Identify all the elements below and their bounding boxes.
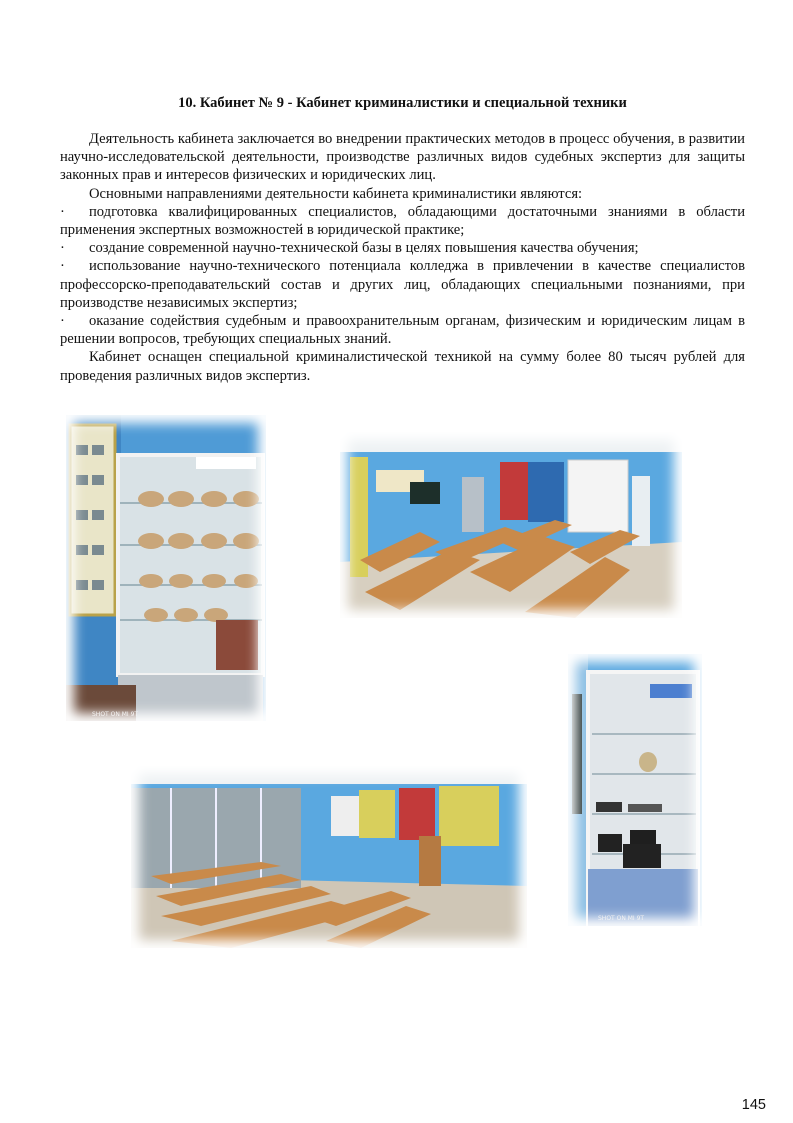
camera-stamp: SHOT ON MI 9T	[92, 711, 139, 718]
photo-classroom-side	[131, 766, 527, 948]
paragraph-directions-lead: Основными направлениями деятельности кабинета криминалистики являются:	[89, 185, 583, 202]
section-title: 10. Кабинет № 9 - Кабинет криминалистики и специальной техники	[178, 95, 627, 111]
bullet-item	[60, 203, 745, 239]
bullet-text: использование научно-технического потенциала колледжа в привлечении в качестве специалистов профессорско-преподавательский состав и других лиц, обладающих специальными познаниями, при производстве независимых экспертиз;	[60, 258, 745, 311]
bullet-item	[60, 239, 745, 257]
photo-display-cabinet-skulls	[66, 415, 266, 721]
camera-stamp: SHOT ON MI 9T	[598, 915, 645, 922]
photo-classroom-front	[340, 432, 682, 618]
bullet-marker: ·	[60, 203, 65, 220]
bullet-text: подготовка квалифицированных специалистов, обладающими достаточными знаниями в области применения экспертных возможностей в юридической практике;	[60, 203, 745, 239]
bullet-item	[60, 312, 745, 348]
bullet-marker: ·	[60, 313, 65, 330]
bullet-text: оказание содействия судебным и правоохранительным органам, физическим и юридическим лицам в решении вопросов, требующих специальных знаний.	[60, 313, 745, 348]
bullet-marker: ·	[60, 240, 65, 257]
photo-equipment-cabinet	[568, 654, 702, 926]
bullet-item	[60, 257, 745, 312]
paragraph-intro: Деятельность кабинета заключается во внедрении практических методов в процесс обучения, в развитии научно-исследовательской деятельности, производстве различных видов судебных экспертиз для защиты законных прав и интересов физических и юридических лиц.	[60, 131, 745, 184]
bullet-marker: ·	[60, 258, 65, 275]
page-number: 145	[741, 1097, 766, 1113]
bullet-text: создание современной научно-технической базы в целях повышения качества обучения;	[89, 240, 639, 257]
paragraph-equipment: Кабинет оснащен специальной криминалистической техникой на сумму более 80 тысяч рублей для проведения различных видов экспертиз.	[60, 349, 745, 384]
body-text	[60, 130, 745, 385]
